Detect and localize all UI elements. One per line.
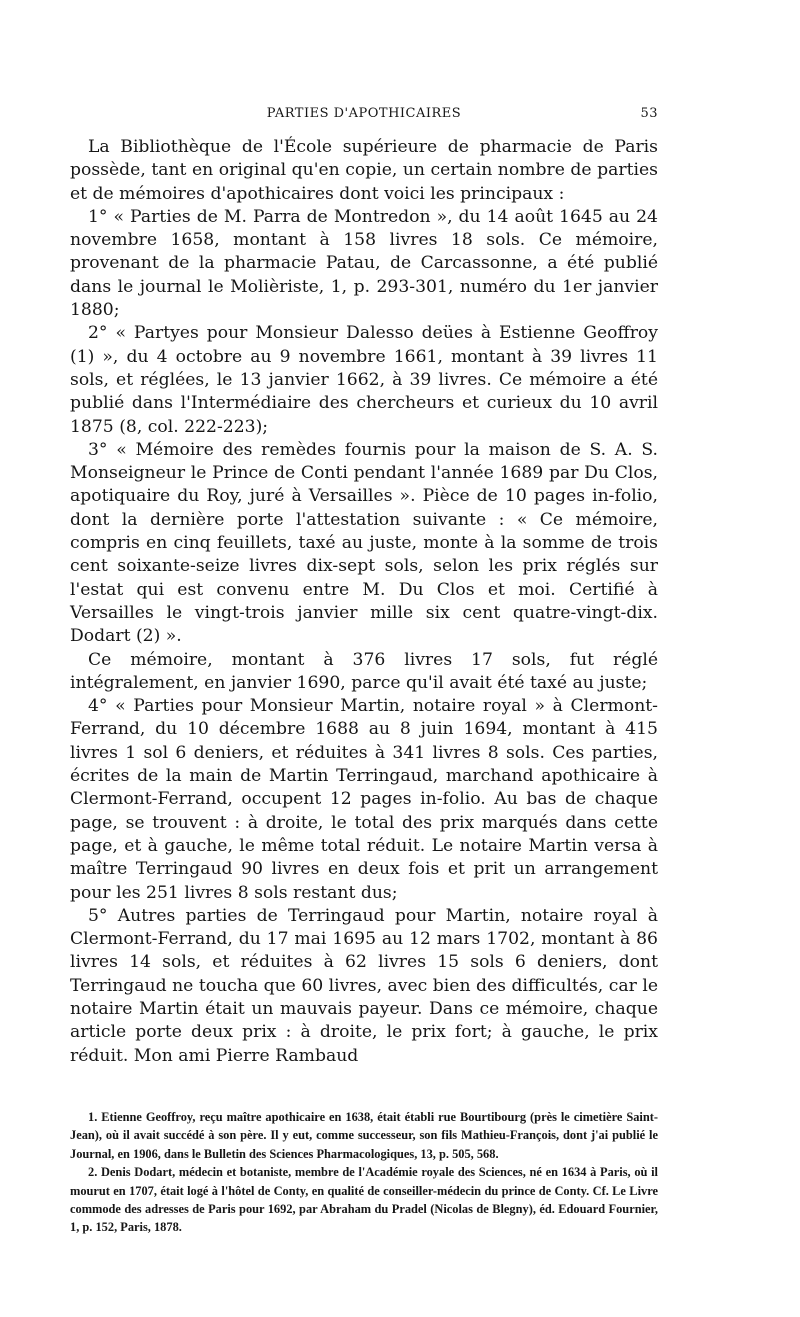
page-number: 53: [640, 106, 658, 121]
item-2-paragraph: 2° « Partyes pour Monsieur Dalesso deües à Estienne Geoffroy (1) », du 4 octobre au 9 novembre 1661, montant à 39 livres 11 sols, et réglées, le 13 janvier 1662, à 39 livres. Ce mémoire a été publié dans l'Intermédiaire des chercheurs et curieux du 10 avril 1875 (8, col. 222-223);: [70, 323, 658, 437]
footnote-2: 2. Denis Dodart, médecin et botaniste, membre de l'Académie royale des Sciences, né en 1634 à Paris, où il mourut en 1707, était logé à l'hôtel de Conty, en qualité de conseiller-médecin du prince de Conty. Cf. Le Livre commode des adresses de Paris pour 1692, par Abraham du Pradel (Nicolas de Blegny), éd. Edouard Fournier, 1, p. 152, Paris, 1878.: [70, 1165, 658, 1235]
book-page: [70, 96, 658, 1237]
body-text: [70, 136, 658, 1068]
footnotes: [70, 1108, 658, 1237]
item-1-paragraph: 1° « Parties de M. Parra de Montredon », du 14 août 1645 au 24 novembre 1658, montant à 158 livres 18 sols. Ce mémoire, provenant de la pharmacie Patau, de Carcassonne, a été publié dans le journal le Molièriste, 1, p. 293-301, numéro du 1er janvier 1880;: [70, 206, 658, 321]
running-title: PARTIES D'APOTHICAIRES: [266, 106, 462, 121]
running-head: [70, 96, 658, 122]
item-5-paragraph: 5° Autres parties de Terringaud pour Martin, notaire royal à Clermont-Ferrand, du 17 mai 1695 au 12 mars 1702, montant à 86 livres 14 sols, et réduites à 62 livres 15 sols 6 deniers, dont Terringaud ne toucha que 60 livres, avec bien des difficultés, car le notaire Martin était un mauvais payeur. Dans ce mémoire, chaque article porte deux prix : à droite, le prix fort; à gauche, le prix réduit. Mon ami Pierre Rambaud: [70, 905, 658, 1066]
intro-paragraph: La Bibliothèque de l'École supérieure de pharmacie de Paris possède, tant en original qu'en copie, un certain nombre de parties et de mémoires d'apothicaires dont voici les principaux :: [70, 137, 658, 204]
item-3-note-paragraph: Ce mémoire, montant à 376 livres 17 sols, fut réglé intégralement, en janvier 1690, parce qu'il avait été taxé au juste;: [70, 649, 658, 693]
item-4-paragraph: 4° « Parties pour Monsieur Martin, notaire royal » à Clermont-Ferrand, du 10 décembre 1688 au 8 juin 1694, montant à 415 livres 1 sol 6 deniers, et réduites à 341 livres 8 sols. Ces parties, écrites de la main de Martin Terringaud, marchand apothicaire à Clermont-Ferrand, occupent 12 pages in-folio. Au bas de chaque page, se trouvent : à droite, le total des prix marqués dans cette page, et à gauche, le même total réduit. Le notaire Martin versa à maître Terringaud 90 livres en deux fois et prit un arrangement pour les 251 livres 8 sols restant dus;: [70, 696, 658, 903]
item-3-paragraph: 3° « Mémoire des remèdes fournis pour la maison de S. A. S. Monseigneur le Prince de Conti pendant l'année 1689 par Du Clos, apotiquaire du Roy, juré à Versailles ». Pièce de 10 pages in-folio, dont la dernière porte l'attestation suivante : « Ce mémoire, compris en cinq feuillets, taxé au juste, monte à la somme de trois cent soixante-seize livres dix-sept sols, selon les prix réglés sur l'estat qui est convenu entre M. Du Clos et moi. Certifié à Versailles le vingt-trois janvier mille six cent quatre-vingt-dix. Dodart (2) ».: [70, 439, 658, 647]
footnote-1: 1. Etienne Geoffroy, reçu maître apothicaire en 1638, était établi rue Bourtibourg (près le cimetière Saint-Jean), où il avait succédé à son père. Il y eut, comme successeur, son fils Mathieu-François, dont j'ai publié le Journal, en 1906, dans le Bulletin des Sciences Pharmacologiques, 13, p. 505, 568.: [70, 1109, 658, 1161]
